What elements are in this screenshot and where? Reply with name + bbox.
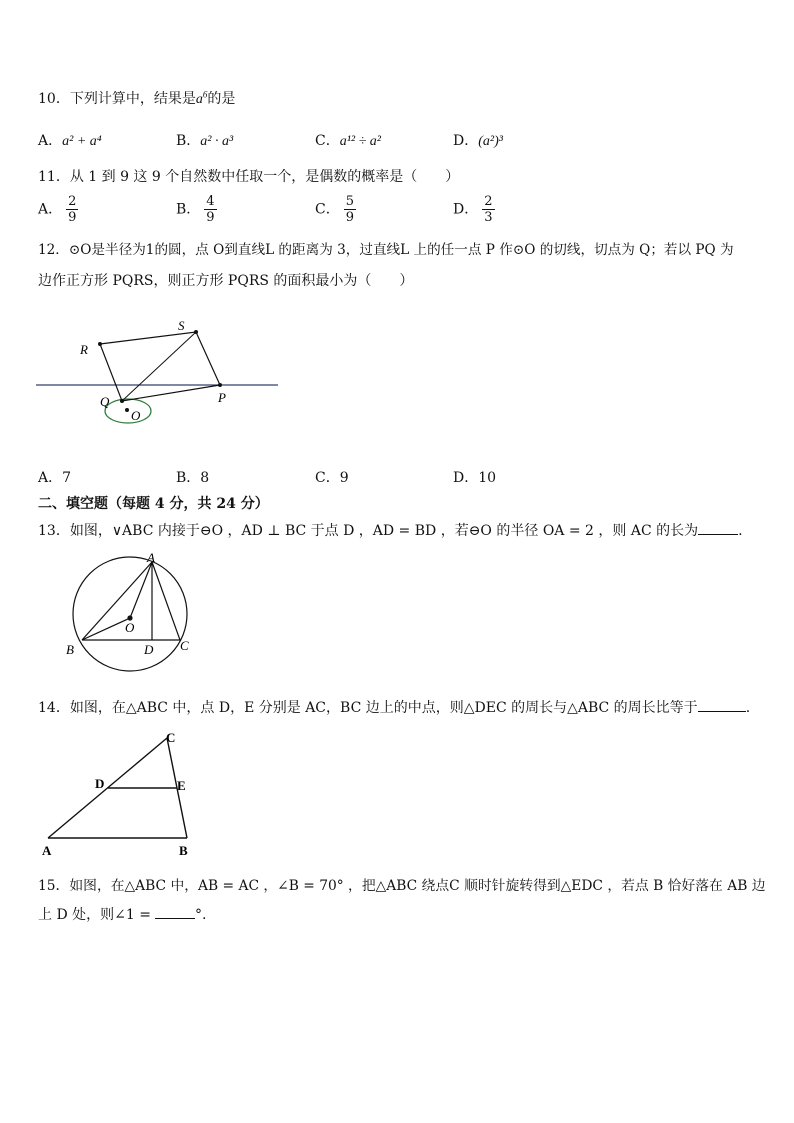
q12-option-a[interactable]: A．7 [38, 470, 72, 486]
label-b: B [179, 843, 188, 858]
fraction: $\frac{5}{9}$ [345, 194, 354, 225]
q11-option-b[interactable]: B． $\frac{4}{9}$ [176, 194, 215, 225]
q13-answer-blank[interactable] [698, 534, 738, 535]
q10-a6-expr: $a^6$ [195, 89, 208, 107]
circle-o [73, 557, 187, 671]
label-c: C [180, 638, 189, 653]
q13-stem: 13．如图，∨ABC 内接于⊖O ，AD ⊥ BC 于点 D ，AD = BD ，若⊖O 的半径 OA = 2 ，则 AC 的长为 . [38, 523, 743, 539]
point-q [120, 399, 124, 403]
label-p: P [218, 390, 226, 405]
point-s [194, 330, 198, 334]
q10-option-d[interactable]: D．(a²)³ [453, 133, 503, 149]
q12-option-c[interactable]: C．9 [315, 470, 349, 486]
square-pqrs [100, 332, 220, 401]
section-2-title: 二、填空题（每题 4 分，共 24 分） [38, 496, 269, 512]
side-ac [152, 562, 180, 640]
q10-option-a[interactable]: A．a² + a⁴ [38, 133, 102, 149]
label-d: D [144, 642, 154, 657]
label-r: R [80, 342, 88, 357]
q12-stem-line1: 12．⊙O是半径为1的圆，点 O到直线L 的距离为 3，过直线L 上的任一点 P 作⊙O 的切线，切点为 Q；若以 PQ 为 [38, 242, 734, 258]
q12-stem-line2: 边作正方形 PQRS，则正方形 PQRS 的面积最小为（ ） [38, 273, 414, 289]
q15-stem-line1: 15．如图，在△ABC 中，AB = AC ，∠B = 70° ，把△ABC 绕点C 顺时针旋转得到△EDC ，若点 B 恰好落在 AB 边 [38, 878, 766, 894]
q10-option-c[interactable]: C．a¹² ÷ a² [315, 133, 381, 149]
label-e: E [177, 778, 186, 793]
q14-figure [38, 728, 208, 860]
q15-answer-blank[interactable] [155, 918, 195, 919]
label-c: C [166, 730, 176, 745]
q11-stem: 11．从 1 到 9 这 9 个自然数中任取一个，是偶数的概率是（ ） [38, 169, 460, 185]
q10-stem: 10．下列计算中，结果是$a^6$的是 [38, 89, 236, 107]
label-q: Q [100, 394, 110, 409]
q12-option-d[interactable]: D．10 [453, 470, 497, 486]
side-ab [82, 562, 152, 640]
point-o [125, 408, 129, 412]
q12-figure [30, 312, 290, 432]
fraction: $\frac{2}{9}$ [68, 194, 77, 225]
segment-ob [82, 618, 130, 640]
q11-option-c[interactable]: C． $\frac{5}{9}$ [315, 194, 354, 225]
point-p [218, 383, 222, 387]
radius-oa [130, 562, 152, 618]
q15-stem-line2: 上 D 处，则∠1 = °. [38, 907, 207, 923]
q13-figure [58, 552, 208, 676]
label-s: S [178, 318, 185, 333]
q11-option-d[interactable]: D． $\frac{2}{3}$ [453, 194, 493, 225]
q12-option-b[interactable]: B．8 [176, 470, 210, 486]
label-d: D [95, 776, 105, 791]
q11-option-a[interactable]: A． $\frac{2}{9}$ [38, 194, 77, 225]
label-o: O [125, 620, 135, 635]
q14-answer-blank[interactable] [698, 711, 746, 712]
fraction: $\frac{4}{9}$ [206, 194, 215, 225]
label-a: A [42, 843, 52, 858]
q14-stem: 14．如图，在△ABC 中，点 D，E 分别是 AC，BC 边上的中点，则△DEC 的周长与△ABC 的周长比等于 . [38, 700, 751, 716]
point-r [98, 342, 102, 346]
label-a: A [147, 552, 155, 565]
label-o: O [131, 408, 141, 423]
label-b: B [66, 642, 74, 657]
q10-option-b[interactable]: B．a² · a³ [176, 133, 234, 149]
fraction: $\frac{2}{3}$ [484, 194, 493, 225]
